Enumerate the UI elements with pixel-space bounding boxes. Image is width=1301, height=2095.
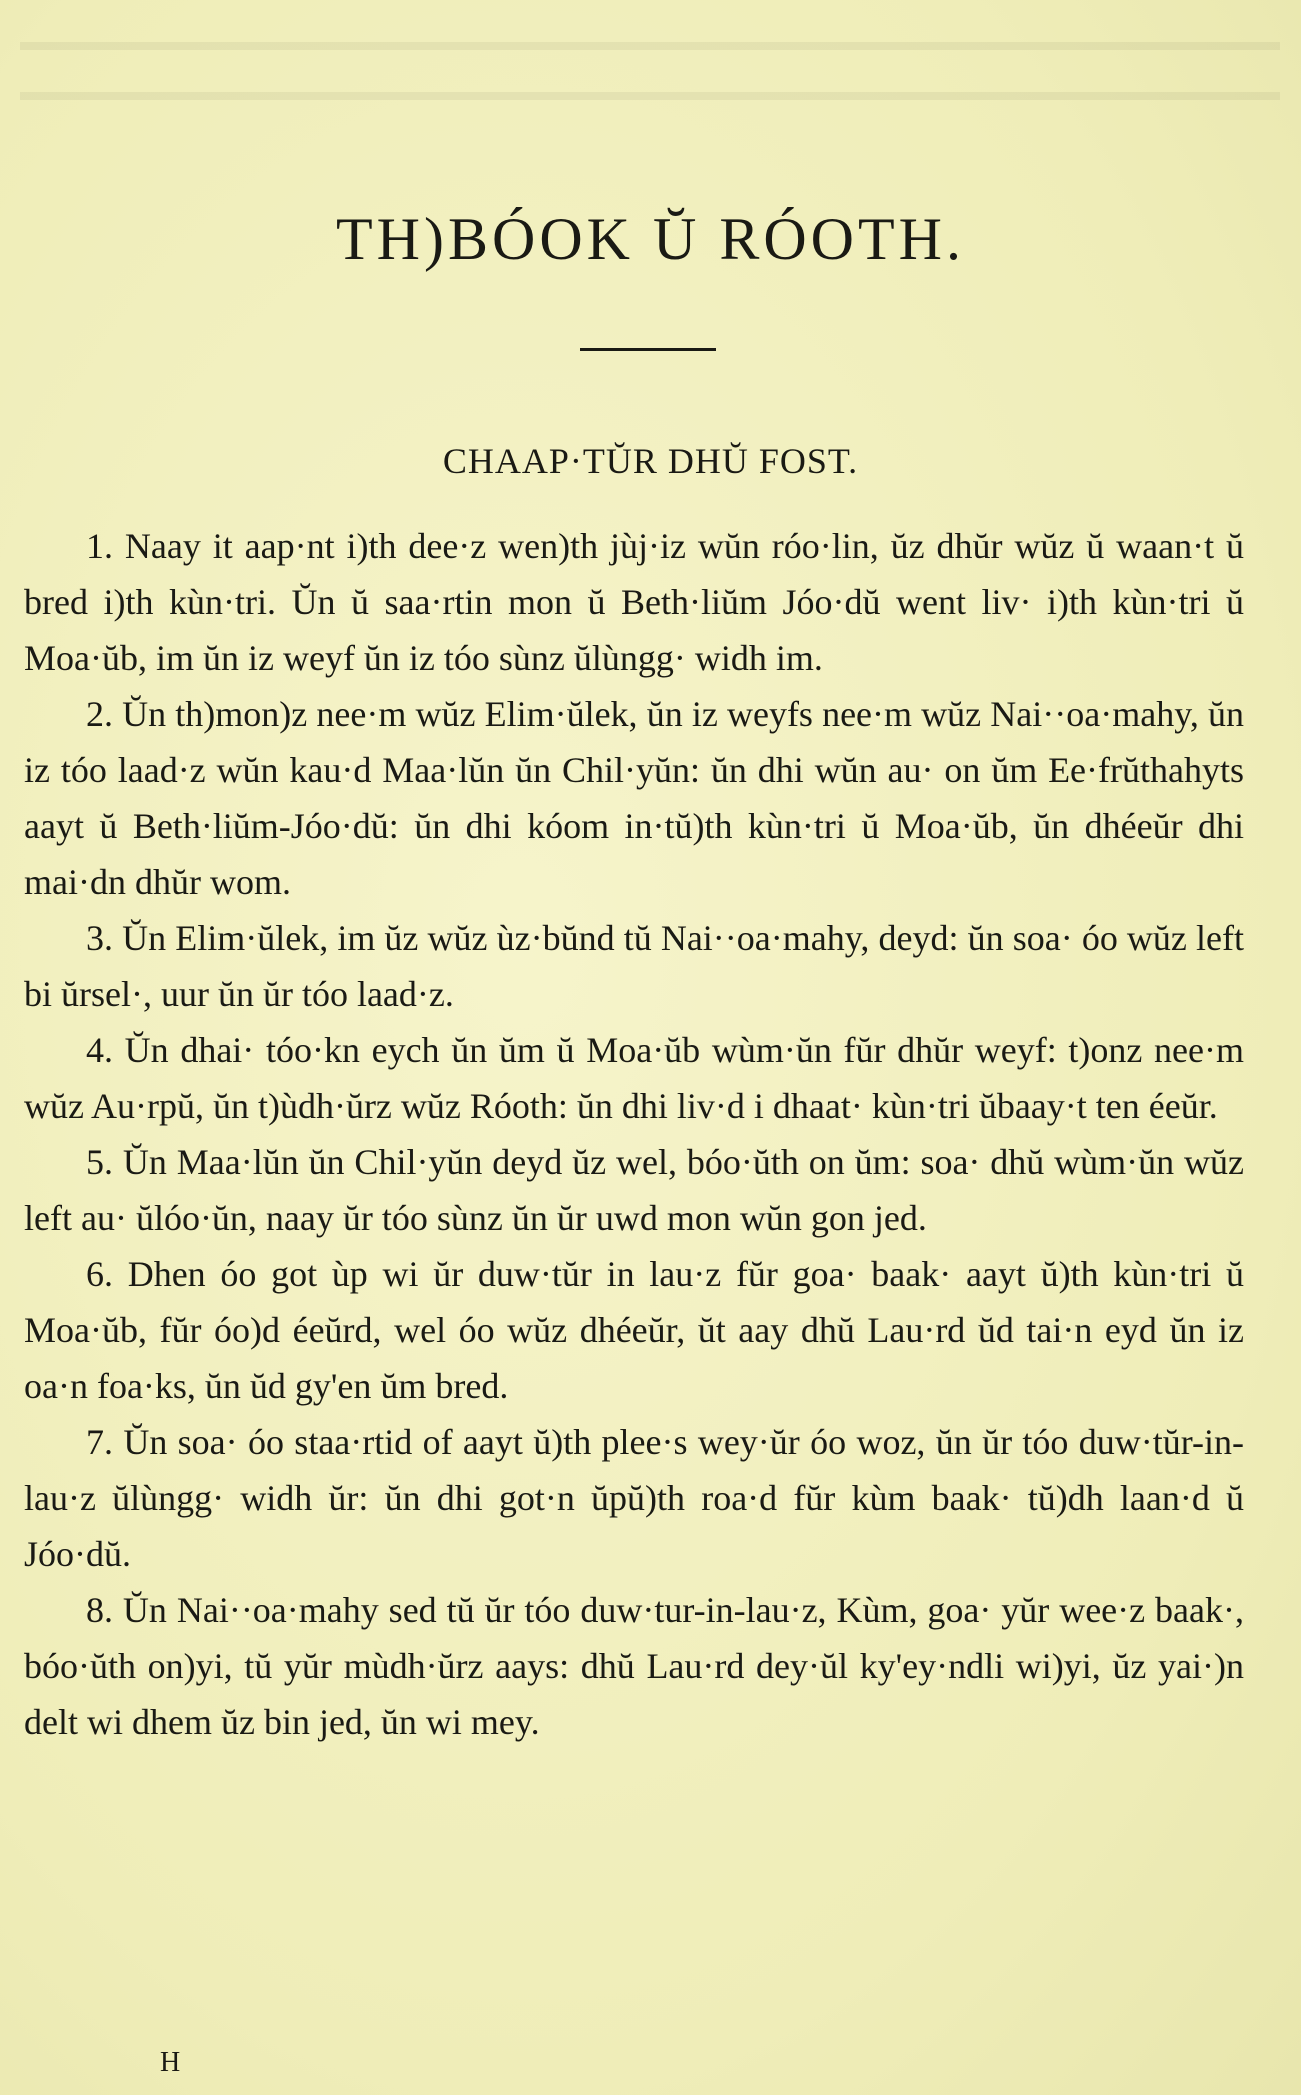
signature-mark: H (160, 2047, 181, 2078)
page-title: TH)BÓOK Ŭ RÓOTH. (336, 206, 965, 272)
verse-2: 2. Ŭn th)mon)z nee·m wŭz Elim·ŭlek, ŭn iz weyfs nee·m wŭz Nai··oa·mahy, ŭn iz tóo laad·z wŭn kau·d Maa·lŭn ŭn Chil·yŭn: ŭn dhi wŭn au· on ŭm Ee·frŭthahyts aayt ŭ Beth·liŭm-Jóo·dŭ: ŭn dhi kóom in·tŭ)th kùn·tri ŭ Moa·ŭb, ŭn dhéeŭr dhi mai·dn dhŭr wom. (24, 694, 1244, 902)
verse-8: 8. Ŭn Nai··oa·mahy sed tŭ ŭr tóo duw·tur-in-lau·z, Kùm, goa· yŭr wee·z baak·, bóo·ŭth on)yi, tŭ yŭr mùdh·ŭrz aays: dhŭ Lau·rd dey·ŭl ky'ey·ndli wi)yi, ŭz yai·)n delt wi dhem ŭz bin jed, ŭn wi mey. (24, 1590, 1244, 1742)
chapter-heading: CHAAP·TŬR DHŬ FOST. (442, 441, 859, 481)
verse-5: 5. Ŭn Maa·lŭn ŭn Chil·yŭn deyd ŭz wel, bóo·ŭth on ŭm: soa· dhŭ wùm·ŭn wŭz left au· ŭlóo·ŭn, naay ŭr tóo sùnz ŭn ŭr uwd mon wŭn gon jed. (24, 1142, 1244, 1238)
verse-7: 7. Ŭn soa· óo staa·rtid of aayt ŭ)th plee·s wey·ŭr óo woz, ŭn ŭr tóo duw·tŭr-in-lau·z ŭlùngg· widh ŭr: ŭn dhi got·n ŭpŭ)th roa·d fŭr kùm baak· tŭ)dh laan·d ŭ Jóo·dŭ. (24, 1422, 1244, 1574)
verse-4: 4. Ŭn dhai· tóo·kn eych ŭn ŭm ŭ Moa·ŭb wùm·ŭn fŭr dhŭr weyf: t)onz nee·m wŭz Au·rpŭ, ŭn t)ùdh·ŭrz wŭz Róoth: ŭn dhi liv·d i dhaat· kùn·tri ŭbaay·t ten éeŭr. (24, 1030, 1244, 1126)
verse-1: 1. Naay it aap·nt i)th dee·z wen)th jùj·iz wŭn róo·lin, ŭz dhŭr wŭz ŭ waan·t ŭ bred i)th kùn·tri. Ŭn ŭ saa·rtin mon ŭ Beth·liŭm Jóo·dŭ went liv· i)th kùn·tri ŭ Moa·ŭb, im ŭn iz weyf ŭn iz tóo sùnz ŭlùngg· widh im. (24, 526, 1244, 678)
bleed-through-text (20, 0, 1280, 130)
verse-list (24, 518, 1244, 1750)
verse-6: 6. Dhen óo got ùp wi ŭr duw·tŭr in lau·z fŭr goa· baak· aayt ŭ)th kùn·tri ŭ Moa·ŭb, fŭr óo)d éeŭrd, wel óo wŭz dhéeŭr, ŭt aay dhŭ Lau·rd ŭd tai·n eyd ŭn iz oa·n foa·ks, ŭn ŭd gy'en ŭm bred. (24, 1254, 1244, 1406)
verse-3: 3. Ŭn Elim·ŭlek, im ŭz wŭz ùz·bŭnd tŭ Nai··oa·mahy, deyd: ŭn soa· óo wŭz left bi ŭrsel·, uur ŭn ŭr tóo laad·z. (24, 918, 1244, 1014)
title-divider (580, 348, 716, 351)
